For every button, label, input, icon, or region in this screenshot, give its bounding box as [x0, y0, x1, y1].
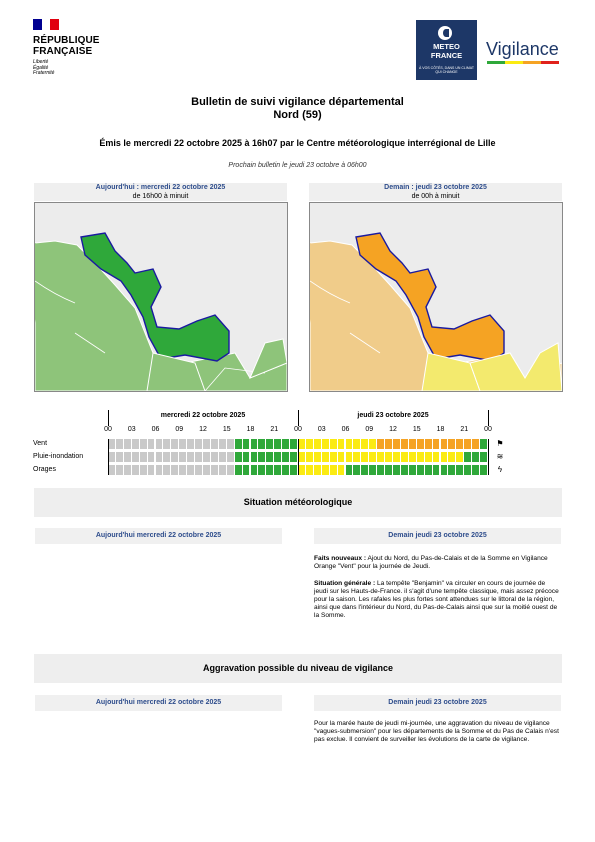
- timeline-segment-grey: [116, 439, 124, 449]
- timeline-segment-grey: [203, 439, 211, 449]
- french-flag-icon: [33, 19, 59, 30]
- timeline-segment-green: [472, 452, 480, 462]
- timeline-segment-green: [480, 465, 488, 475]
- timeline-segment-yellow: [322, 439, 330, 449]
- timeline-segment-yellow: [298, 439, 306, 449]
- map-today-range: de 16h00 à minuit: [132, 193, 189, 200]
- timeline-segment-green: [425, 465, 433, 475]
- aggravation-today-label: Aujourd'hui mercredi 22 octobre 2025: [35, 695, 282, 711]
- timeline-segment-grey: [195, 452, 203, 462]
- timeline-segment-grey: [179, 452, 187, 462]
- timeline-segment-yellow: [330, 439, 338, 449]
- timeline-segment-grey: [195, 465, 203, 475]
- timeline-segment-green: [480, 452, 488, 462]
- meteo-tagline: À VOS CÔTÉS, DANS UN CLIMAT QUI CHANGE: [419, 66, 474, 74]
- timeline-segment-grey: [156, 439, 164, 449]
- timeline-segment-yellow: [330, 452, 338, 462]
- republique-line-2: FRANÇAISE: [33, 46, 93, 57]
- timeline-segment-yellow: [338, 452, 346, 462]
- timeline-segment-yellow: [393, 452, 401, 462]
- timeline-day-tick: [108, 410, 109, 426]
- timeline-segment-yellow: [377, 452, 385, 462]
- timeline-segment-grey: [148, 439, 156, 449]
- timeline-segment-grey: [171, 465, 179, 475]
- timeline-segment-yellow: [338, 439, 346, 449]
- timeline-segment-grey: [156, 465, 164, 475]
- timeline-segment-yellow: [369, 439, 377, 449]
- aggravation-heading: Aggravation possible du niveau de vigilance: [34, 654, 562, 683]
- aggravation-tomorrow-label: Demain jeudi 23 octobre 2025: [314, 695, 561, 711]
- timeline-segment-grey: [163, 452, 171, 462]
- timeline-hour-label: 21: [270, 426, 279, 433]
- map-tomorrow-range: de 00h à minuit: [411, 193, 460, 200]
- timeline-segment-green: [282, 452, 290, 462]
- timeline-segment-yellow: [314, 452, 322, 462]
- timeline-segment-green: [251, 439, 259, 449]
- timeline-segment-yellow: [448, 452, 456, 462]
- timeline-segment-green: [472, 465, 480, 475]
- timeline-segment-green: [385, 465, 393, 475]
- timeline-segment-grey: [179, 465, 187, 475]
- timeline-segment-grey: [132, 465, 140, 475]
- situation-tomorrow-label: Demain jeudi 23 octobre 2025: [314, 528, 561, 544]
- timeline-segment-green: [464, 465, 472, 475]
- timeline-segment-grey: [140, 465, 148, 475]
- timeline-segment-yellow: [361, 452, 369, 462]
- timeline-segment-yellow: [433, 452, 441, 462]
- timeline-hour-label: 18: [246, 426, 255, 433]
- timeline-segment-grey: [148, 452, 156, 462]
- timeline-segment-green: [243, 452, 251, 462]
- timeline-segment-grey: [187, 452, 195, 462]
- map-tomorrow-header: [309, 183, 562, 201]
- timeline-segment-grey: [124, 452, 132, 462]
- timeline-segment-yellow: [314, 465, 322, 475]
- timeline-hour-label: 00: [104, 426, 112, 433]
- timeline-segment-grey: [195, 439, 203, 449]
- timeline-segment-green: [417, 465, 425, 475]
- map-today: [34, 202, 288, 392]
- issued-line: Émis le mercredi 22 octobre 2025 à 16h07 par le Centre météorologique interrégional de Lille: [99, 138, 496, 148]
- timeline-segment-yellow: [306, 465, 314, 475]
- timeline-segment-yellow: [425, 452, 433, 462]
- timeline-segment-green: [409, 465, 417, 475]
- timeline-segment-grey: [219, 439, 227, 449]
- timeline-segment-grey: [227, 439, 235, 449]
- timeline-segment-orange: [401, 439, 409, 449]
- timeline-segment-yellow: [361, 439, 369, 449]
- timeline-day1-label: mercredi 22 octobre 2025: [160, 412, 246, 419]
- map-today-header: [34, 183, 287, 201]
- situation-heading: Situation météorologique: [34, 488, 562, 517]
- timeline-segment-green: [290, 452, 298, 462]
- timeline-segment-grey: [187, 465, 195, 475]
- timeline-segment-green: [243, 439, 251, 449]
- timeline-segment-green: [251, 465, 259, 475]
- timeline-day-tick: [298, 410, 299, 426]
- timeline-hour-label: 03: [127, 426, 136, 433]
- timeline-segment-grey: [140, 452, 148, 462]
- map-tomorrow-date: Demain : jeudi 23 octobre 2025: [384, 184, 487, 191]
- timeline-segment-green: [258, 465, 266, 475]
- republique-line-1: RÉPUBLIQUE: [33, 35, 100, 46]
- timeline-segment-yellow: [306, 439, 314, 449]
- timeline-row-label: Pluie-inondation: [33, 453, 84, 460]
- timeline-segment-green: [480, 439, 488, 449]
- map-today-svg: [35, 203, 287, 391]
- wind-icon: ⚑: [496, 439, 504, 448]
- motto-egalite: Égalité: [33, 64, 49, 71]
- timeline-segment-green: [258, 452, 266, 462]
- timeline-segment-yellow: [346, 439, 354, 449]
- timeline-segment-yellow: [330, 465, 338, 475]
- timeline-row-label: Orages: [33, 466, 56, 473]
- map-today-date: Aujourd'hui : mercredi 22 octobre 2025: [95, 184, 226, 191]
- timeline-segment-yellow: [298, 452, 306, 462]
- timeline-segment-grey: [179, 439, 187, 449]
- timeline-hour-label: 09: [365, 426, 374, 433]
- timeline-segment-orange: [433, 439, 441, 449]
- timeline-segment-green: [266, 439, 274, 449]
- timeline-hour-label: 06: [151, 426, 160, 433]
- timeline-segment-yellow: [338, 465, 346, 475]
- next-bulletin: Prochain bulletin le jeudi 23 octobre à 06h00: [228, 162, 367, 169]
- timeline-segment-grey: [132, 452, 140, 462]
- timeline-segment-orange: [409, 439, 417, 449]
- timeline-segment-grey: [116, 465, 124, 475]
- timeline-segment-grey: [124, 439, 132, 449]
- republique-francaise-logo: [33, 35, 100, 57]
- timeline-hour-label: 18: [436, 426, 445, 433]
- timeline-segment-green: [441, 465, 449, 475]
- timeline-segment-yellow: [369, 452, 377, 462]
- timeline-segment-grey: [140, 439, 148, 449]
- timeline-segment-green: [464, 452, 472, 462]
- timeline-row-divider: [298, 439, 299, 475]
- timeline-segment-green: [235, 465, 243, 475]
- timeline-segment-orange: [377, 439, 385, 449]
- bulletin-title: [0, 96, 595, 122]
- timeline-segment-grey: [171, 439, 179, 449]
- timeline-hour-label: 09: [175, 426, 184, 433]
- timeline-segment-orange: [385, 439, 393, 449]
- timeline-segment-orange: [417, 439, 425, 449]
- timeline-hour-label: 03: [317, 426, 326, 433]
- motto-fraternite: Fraternité: [33, 70, 55, 76]
- timeline-segment-green: [433, 465, 441, 475]
- meteo-france-logo: [416, 20, 477, 80]
- timeline-segment-grey: [156, 452, 164, 462]
- timeline-segment-green: [361, 465, 369, 475]
- situation-generale-paragraph: [314, 580, 560, 620]
- timeline-segment-yellow: [353, 439, 361, 449]
- timeline-hour-label: 00: [484, 426, 492, 433]
- timeline-row-label: Vent: [33, 440, 48, 447]
- faits-nouveaux-paragraph: [314, 555, 560, 571]
- timeline-hour-label: 15: [412, 426, 421, 433]
- timeline-hour-label: 15: [222, 426, 231, 433]
- timeline-segment-grey: [203, 452, 211, 462]
- timeline-segment-green: [235, 439, 243, 449]
- timeline-segment-orange: [456, 439, 464, 449]
- timeline-segment-grey: [116, 452, 124, 462]
- timeline-segment-yellow: [314, 439, 322, 449]
- timeline-segment-grey: [108, 465, 116, 475]
- bulletin-title-line-2: Nord (59): [273, 109, 322, 121]
- timeline-segment-green: [346, 465, 354, 475]
- meteo-logo-line-1: METEO: [433, 42, 460, 51]
- timeline-hour-label: 12: [389, 426, 397, 433]
- timeline-segment-grey: [187, 439, 195, 449]
- timeline-segment-orange: [464, 439, 472, 449]
- timeline-segment-yellow: [322, 452, 330, 462]
- vigilance-wordmark: Vigilance: [486, 39, 559, 59]
- timeline-segment-orange: [425, 439, 433, 449]
- timeline-segment-green: [258, 439, 266, 449]
- timeline-segment-green: [353, 465, 361, 475]
- timeline-hour-label: 21: [460, 426, 469, 433]
- aggravation-paragraph: Pour la marée haute de jeudi mi-journée, une aggravation du niveau de vigilance "vagues-submersion" pour les départements de la Somme et du Pas de Calais n'est pas exclue. Il convient de surveiller les évolutions de la carte de vigilance.: [314, 720, 559, 743]
- meteo-logo-line-2: FRANCE: [430, 50, 463, 60]
- timeline-hour-label: 12: [199, 426, 207, 433]
- thunderstorm-icon: ϟ: [497, 465, 503, 474]
- timeline-segment-grey: [108, 439, 116, 449]
- rain-flood-icon: ≋: [496, 452, 504, 461]
- timeline-segment-green: [274, 439, 282, 449]
- vigilance-timeline: [0, 405, 595, 480]
- faits-nouveaux-title: Faits nouveaux :: [314, 555, 367, 562]
- timeline-row-divider: [108, 439, 109, 475]
- timeline-segment-yellow: [456, 452, 464, 462]
- timeline-segment-yellow: [346, 452, 354, 462]
- timeline-segment-green: [266, 465, 274, 475]
- map-tomorrow-svg: [310, 203, 562, 391]
- timeline-segment-grey: [171, 452, 179, 462]
- faits-nouveaux-text: Ajout du Nord, du Pas-de-Calais et de la Somme en Vigilance Orange "Vent" pour la journée de Jeudi.: [314, 555, 548, 570]
- timeline-segment-yellow: [441, 452, 449, 462]
- timeline-segment-yellow: [385, 452, 393, 462]
- timeline-segment-yellow: [353, 452, 361, 462]
- situation-generale-title: Situation générale :: [314, 580, 376, 587]
- timeline-segment-green: [274, 452, 282, 462]
- timeline-segment-green: [456, 465, 464, 475]
- timeline-segment-green: [282, 465, 290, 475]
- timeline-segment-grey: [148, 465, 156, 475]
- timeline-segment-green: [448, 465, 456, 475]
- situation-generale-text: La tempête "Benjamin" va circuler en cours de journée de jeudi sur les Hauts-de-France. il s'agit d'une tempête classique, mais assez précoce pour la saison. Les rafales les plus fortes sont attendues sur le littoral de la région, ainsi que dans l'intérieur du Nord, du Pas-de-Calais ainsi que sur la moitié ouest de la Somme.: [314, 580, 559, 619]
- timeline-segment-yellow: [298, 465, 306, 475]
- timeline-segment-orange: [448, 439, 456, 449]
- timeline-segment-orange: [393, 439, 401, 449]
- timeline-segment-grey: [108, 452, 116, 462]
- timeline-segment-green: [401, 465, 409, 475]
- timeline-segment-grey: [227, 452, 235, 462]
- timeline-segment-yellow: [417, 452, 425, 462]
- timeline-segment-grey: [211, 439, 219, 449]
- timeline-segment-green: [243, 465, 251, 475]
- timeline-hour-label: 06: [341, 426, 350, 433]
- timeline-segment-green: [369, 465, 377, 475]
- timeline-segment-green: [274, 465, 282, 475]
- timeline-segment-orange: [441, 439, 449, 449]
- timeline-segment-grey: [163, 439, 171, 449]
- timeline-segment-green: [235, 452, 243, 462]
- timeline-segment-grey: [163, 465, 171, 475]
- timeline-day2-label: jeudi 23 octobre 2025: [357, 412, 429, 419]
- timeline-segment-green: [290, 465, 298, 475]
- timeline-segment-grey: [219, 465, 227, 475]
- timeline-segment-grey: [203, 465, 211, 475]
- timeline-segment-orange: [472, 439, 480, 449]
- motto: [33, 60, 54, 77]
- motto-liberte: Liberté: [33, 59, 49, 65]
- timeline-hour-label: 00: [294, 426, 302, 433]
- map-tomorrow: [309, 202, 563, 392]
- timeline-segment-green: [266, 452, 274, 462]
- situation-today-label: Aujourd'hui mercredi 22 octobre 2025: [35, 528, 282, 544]
- bulletin-title-line-1: Bulletin de suivi vigilance départemental: [191, 96, 404, 108]
- timeline-segment-yellow: [401, 452, 409, 462]
- timeline-segment-grey: [219, 452, 227, 462]
- timeline-segment-grey: [132, 439, 140, 449]
- timeline-segment-green: [251, 452, 259, 462]
- timeline-row-divider: [488, 439, 489, 475]
- timeline-segment-yellow: [322, 465, 330, 475]
- timeline-segment-grey: [211, 452, 219, 462]
- timeline-segment-green: [393, 465, 401, 475]
- timeline-segment-yellow: [409, 452, 417, 462]
- timeline-segment-grey: [124, 465, 132, 475]
- vigilance-color-bar: [487, 61, 559, 64]
- timeline-segment-yellow: [306, 452, 314, 462]
- meteo-france-emblem-icon: [438, 26, 452, 40]
- timeline-segment-green: [290, 439, 298, 449]
- timeline-segment-green: [377, 465, 385, 475]
- timeline-segment-grey: [227, 465, 235, 475]
- timeline-day-tick: [488, 410, 489, 426]
- timeline-segment-green: [282, 439, 290, 449]
- timeline-segment-grey: [211, 465, 219, 475]
